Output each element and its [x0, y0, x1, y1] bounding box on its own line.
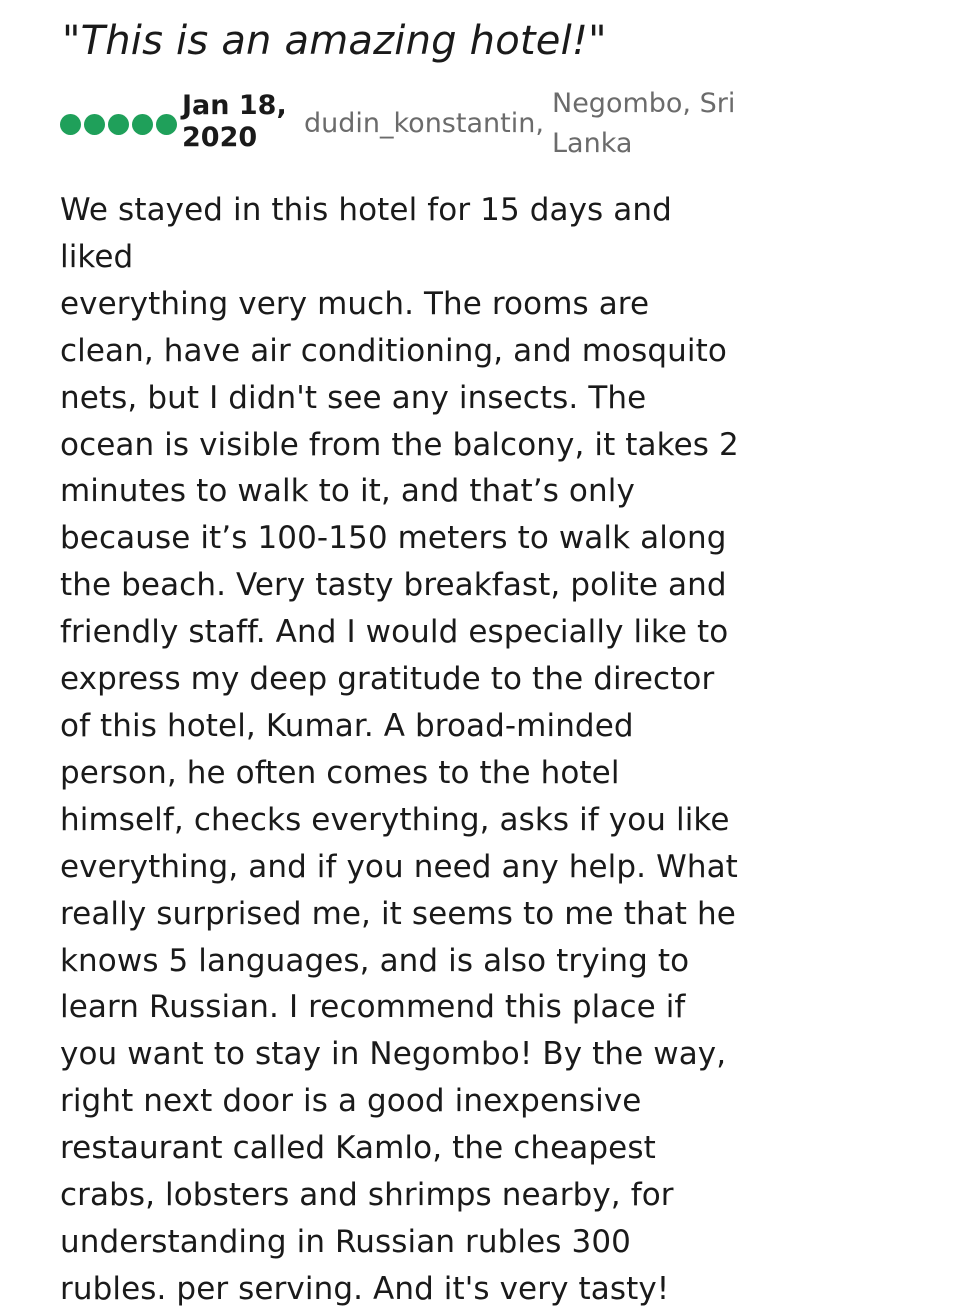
review-date: Jan 18, 2020	[182, 90, 287, 153]
rating-bubble-icon	[156, 114, 177, 135]
rating-bubbles	[60, 114, 177, 135]
rating-bubble-icon	[132, 114, 153, 135]
review-meta	[60, 86, 820, 158]
rating-bubble-icon	[60, 114, 81, 135]
reviewer-location: Negombo, Sri Lanka	[552, 88, 736, 159]
review-title: "This is an amazing hotel!"	[62, 18, 607, 64]
rating-bubble-icon	[84, 114, 105, 135]
review-text: We stayed in this hotel for 15 days and liked everything very much. The rooms are clean, have air conditioning, and mosquito nets, but I didn't see any insects. The ocean is visible from the balcony, it takes 2 minutes to walk to it, and that’s only because it’s 100-150 meters to walk along the beach. Very tasty breakfast, polite and friendly staff. And I would especially like to express my deep gratitude to the director of this hotel, Kumar. A broad-minded person, he often comes to the hotel himself, checks everything, asks if you like everything, and if you need any help. What really surprised me, it seems to me that he knows 5 languages, and is also trying to learn Russian. I recommend this place if you want to stay in Negombo! By the way, right next door is a good inexpensive restaurant called Kamlo, the cheapest crabs, lobsters and shrimps nearby, for understanding in Russian rubles 300 rubles. per serving. And it's very tasty!	[60, 192, 739, 1307]
reviewer-username[interactable]: dudin_konstantin,	[304, 108, 544, 139]
rating-bubble-icon	[108, 114, 129, 135]
